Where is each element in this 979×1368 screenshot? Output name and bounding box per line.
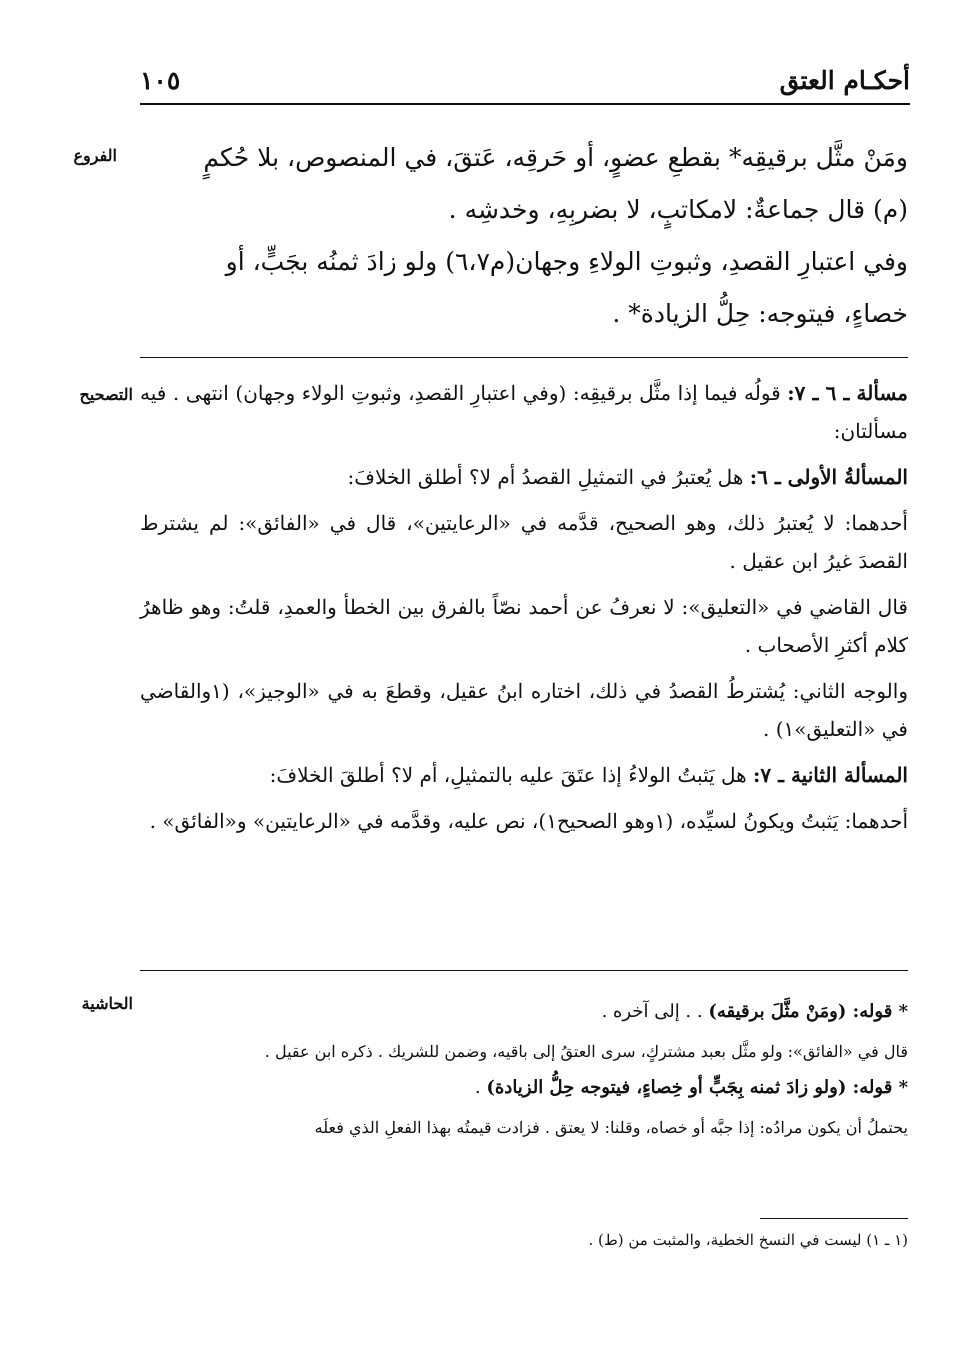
header-rule xyxy=(140,103,910,105)
footnote-rule xyxy=(760,1218,908,1219)
tashih-paragraph-5: والوجه الثاني: يُشترطُ القصدُ في ذلك، اختاره ابنُ عقيل، وقطعَ به في «الوجيز»، (١والقاضي في «التعليق»١) . xyxy=(140,679,908,741)
tashih-section xyxy=(140,374,908,848)
tashih-paragraph-1 xyxy=(140,374,908,450)
hashiya-item-1 xyxy=(140,994,908,1030)
tashih-paragraph-4: قال القاضي في «التعليق»: لا نعرفُ عن أحمد نصّاً بالفرق بين الخطأ والعمدِ، قلتُ: وهو ظاهرُ كلام أكثرِ الأصحاب . xyxy=(140,595,908,657)
page-number: ١٠٥ xyxy=(140,66,181,95)
hashiya-item-2 xyxy=(140,1070,908,1106)
tashih-p6-heading: المسألة الثانية ـ ٧: xyxy=(753,763,908,787)
tashih-paragraph-6 xyxy=(140,756,908,794)
hashiya-q2-body: يحتملُ أن يكون مرادُه: إذا جبَّه أو خصاه، وقلنا: لا يعتق . فزادت قيمتُه بهذا الفعلِ الذي فعلَه xyxy=(314,1118,908,1137)
tashih-paragraph-3: أحدهما: لا يُعتبرُ ذلك، وهو الصحيح، قدَّمه في «الرعايتين»، قال في «الفائق»: لم يشترط القصدَ غيرُ ابن عقيل . xyxy=(140,511,908,573)
furu-line-4: خصاءٍ، فيتوجه: حِلُّ الزيادة* . xyxy=(612,299,908,328)
footnote-text: (١ ـ ١) ليست في النسخ الخطية، والمثبت من (ط) . xyxy=(588,1231,908,1249)
label-tashih: التصحيح xyxy=(79,385,133,404)
tashih-p2-heading: المسألةُ الأولى ـ ٦: xyxy=(749,465,908,489)
section-divider-2 xyxy=(140,970,908,971)
tashih-paragraph-7: أحدهما: يَثبتُ ويكونُ لسيِّده، (١وهو الصحيح١)، نص عليه، وقدَّمه في «الرعايتين» و«الفائق» . xyxy=(149,809,908,833)
furu-section xyxy=(140,132,908,340)
label-hashiya: الحاشية xyxy=(81,994,133,1013)
section-divider-1 xyxy=(140,357,908,358)
tashih-p1-heading: مسألة ـ ٦ ـ ٧: xyxy=(787,381,909,405)
tashih-p2-text: هل يُعتبرُ في التمثيلِ القصدُ أم لا؟ أطلق الخلافَ: xyxy=(347,465,744,489)
hashiya-q2-text: . xyxy=(474,1077,481,1098)
label-furu: الفروع xyxy=(73,146,117,165)
tashih-p1-text: قولُه فيما إذا مثَّل برقيقِه: (وفي اعتبارِ القصدِ، وثبوتِ الولاء وجهان) انتهى . فيه مسألتان: xyxy=(140,381,908,443)
hashiya-q1-body: قال في «الفائق»: ولو مثَّل بعبد مشتركٍ، سرى العتقُ إلى باقيه، وضمن للشريك . ذكره ابن عقيل . xyxy=(264,1042,908,1061)
hashiya-q1-heading: * قوله: (ومَنْ مثَّلَ برقيقه) xyxy=(708,1001,908,1022)
tashih-paragraph-2 xyxy=(140,458,908,496)
hashiya-q2-heading: * قوله: (ولو زادَ ثمنه بِجَبٍّ أو خِصاءٍ، فيتوجه حِلُّ الزيادة) xyxy=(486,1077,908,1098)
tashih-p6-text: هل يَثبتُ الولاءُ إذا عتَقَ عليه بالتمثيلِ، أم لا؟ أطلقَ الخلافَ: xyxy=(269,763,747,787)
hashiya-q1-text: . . إلى آخره . xyxy=(601,1001,703,1022)
page-header xyxy=(140,62,910,102)
furu-line-1: ومَنْ مثَّل برقيقِه* بقطعِ عضوٍ، أو حَرقِه، عَتقَ، في المنصوص، بلا حُكمٍ xyxy=(203,143,908,172)
hashiya-section xyxy=(140,994,908,1146)
footnote xyxy=(140,1228,908,1252)
furu-line-3: وفي اعتبارِ القصدِ، وثبوتِ الولاءِ وجهان(م٦،٧) ولو زادَ ثمنُه بجَبٍّ، أو xyxy=(225,247,908,276)
running-title: أحكـام العتق xyxy=(779,66,910,95)
furu-line-2: (م) قال جماعةٌ: لامكاتبٍ، لا بضربِهِ، وخدشِه . xyxy=(448,195,908,224)
